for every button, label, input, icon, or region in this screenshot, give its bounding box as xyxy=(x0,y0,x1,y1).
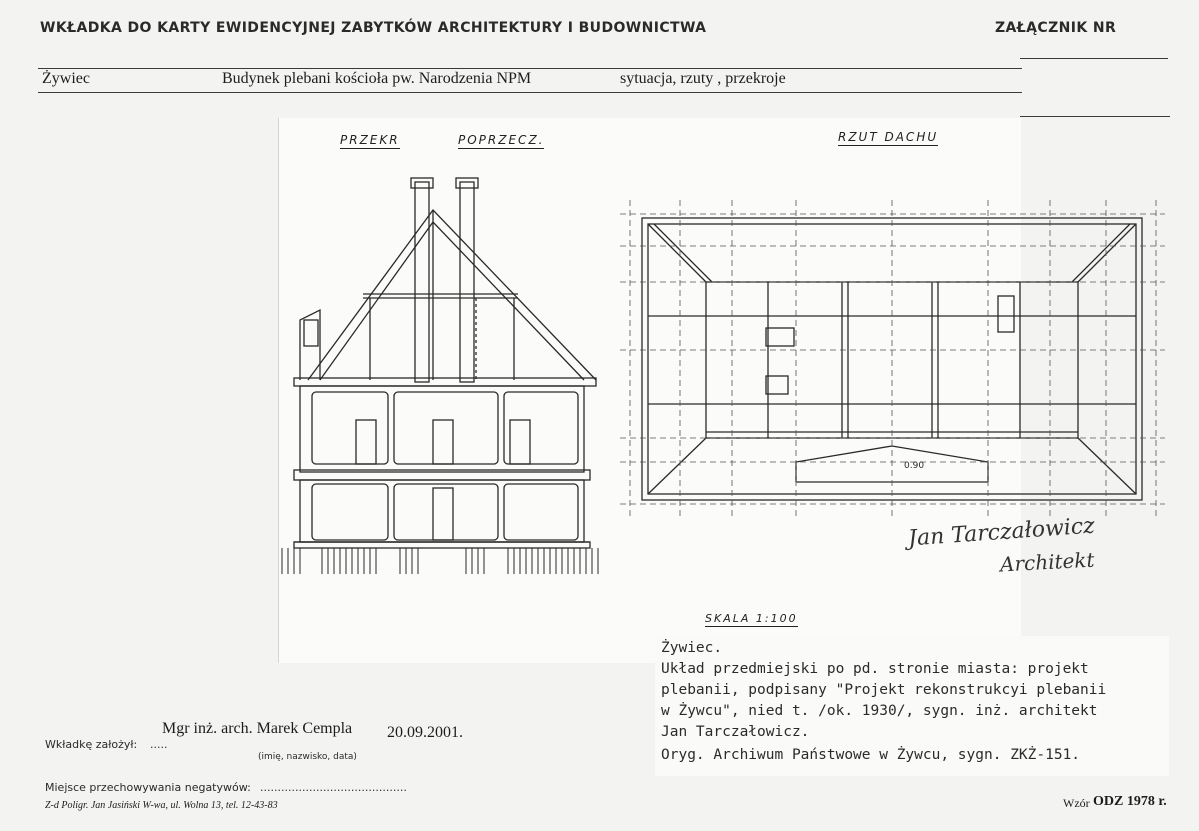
negatives-label: Miejsce przechowywania negatywów: xyxy=(45,781,251,794)
annex-number-line xyxy=(1020,58,1168,59)
caption-card xyxy=(655,636,1169,776)
section-title-2: POPRZECZ. xyxy=(458,133,545,147)
form-code: ODZ 1978 r. xyxy=(1093,794,1167,809)
form-title: WKŁADKA DO KARTY EWIDENCYJNEJ ZABYTKÓW ARCHITEKTURY I BUDOWNICTWA xyxy=(40,20,707,36)
roof-plan-title: RZUT DACHU xyxy=(838,130,939,144)
roof-dimension-label: 0.90 xyxy=(904,461,925,471)
printer-imprint: Z-d Poligr. Jan Jasiński W-wa, ul. Wolna 13, tel. 12-43-83 xyxy=(45,800,278,811)
record-object: Budynek plebani kościoła pw. Narodzenia NPM xyxy=(222,70,532,87)
form-label: Wzór xyxy=(1063,796,1090,810)
header-rule-top xyxy=(38,68,1022,69)
header-rule-right xyxy=(1020,116,1170,117)
negatives-dots: .......................................... xyxy=(260,781,407,794)
caption-line: Układ przedmiejski po pd. stronie miasta: projekt xyxy=(661,661,1089,677)
record-place: Żywiec xyxy=(42,70,90,87)
author-date: 20.09.2001. xyxy=(387,724,463,741)
author-hint: (imię, nazwisko, data) xyxy=(258,752,357,762)
section-title: PRZEKR xyxy=(340,133,400,147)
roof-plan-drawing xyxy=(620,200,1165,520)
author-name: Mgr inż. arch. Marek Cempla xyxy=(162,720,353,737)
caption-line: w Żywcu", nied t. /ok. 1930/, sygn. inż. architekt xyxy=(661,703,1098,719)
architect-signature: Jan Tarczałowicz xyxy=(907,513,1096,552)
annex-label: ZAŁĄCZNIK NR xyxy=(995,20,1117,36)
header-rule-bottom xyxy=(38,92,1022,93)
cross-section-drawing xyxy=(278,170,608,580)
caption-line: Oryg. Archiwum Państwowe w Żywcu, sygn. ZKŻ-151. xyxy=(661,747,1081,763)
caption-line: Jan Tarczałowicz. xyxy=(661,724,810,740)
architect-title: Architekt xyxy=(999,547,1096,577)
caption-line: plebanii, podpisany "Projekt rekonstrukcyi plebanii xyxy=(661,682,1107,698)
record-content: sytuacja, rzuty , przekroje xyxy=(620,70,786,87)
caption-line: Żywiec. xyxy=(661,640,723,656)
author-label: Wkładkę założył: xyxy=(45,738,138,751)
scale-label: SKALA 1:100 xyxy=(705,612,798,625)
author-dots: ..... xyxy=(150,738,168,751)
